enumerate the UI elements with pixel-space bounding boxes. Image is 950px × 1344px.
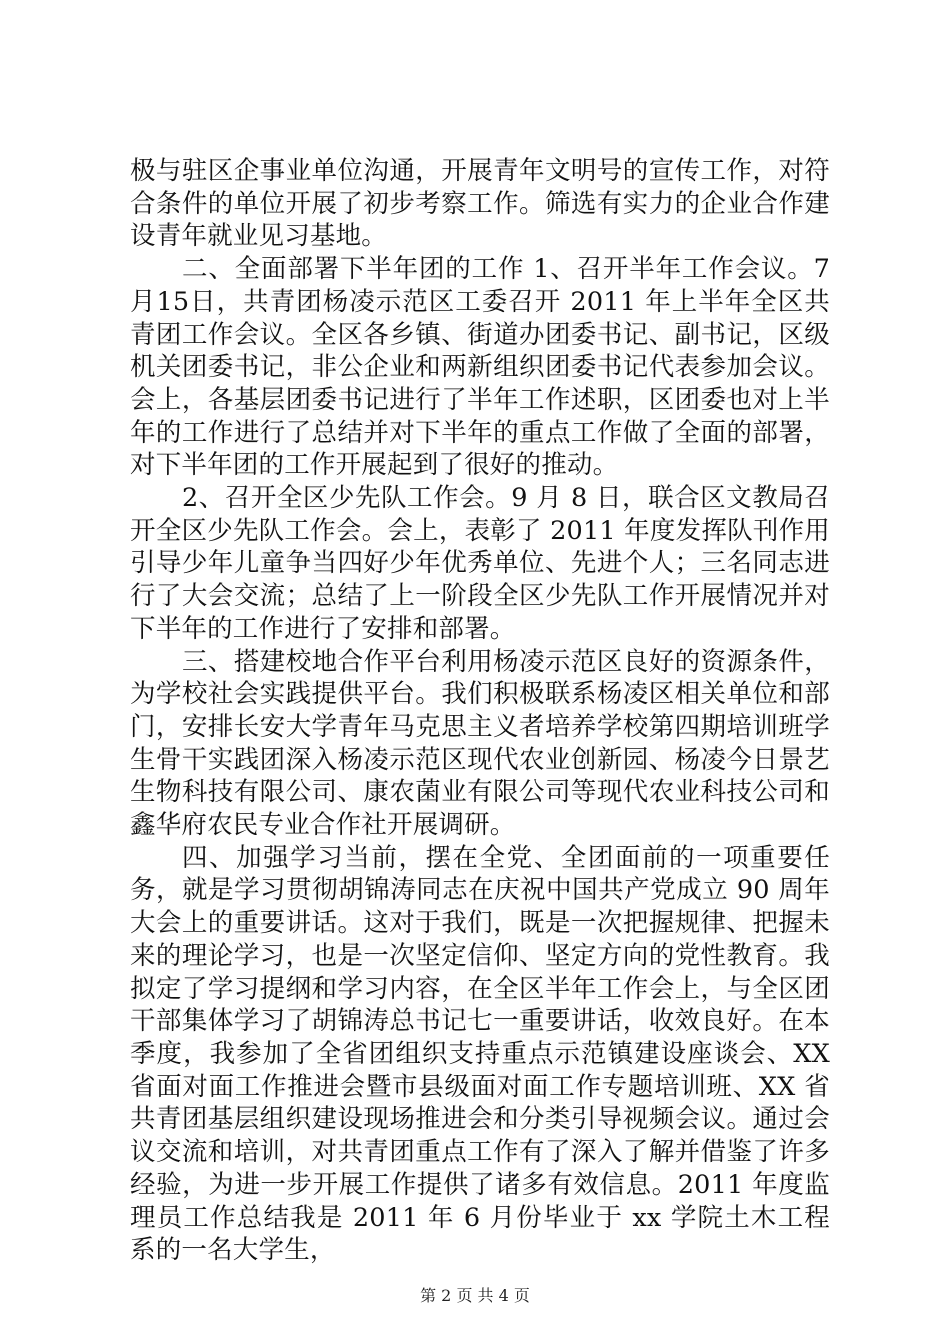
paragraph-continuation: 极与驻区企事业单位沟通，开展青年文明号的宣传工作，对符合条件的单位开展了初步考察工作。筛选有实力的企业合作建设青年就业见习基地。 [130,156,830,252]
document-body [130,155,830,1267]
paragraph-section-two: 二、全面部署下半年团的工作 1、召开半年工作会议。7月15日，共青团杨凌示范区工委召开 2011 年上半年全区共青团工作会议。全区各乡镇、街道办团委书记、副书记，区级机关团委书记，非公企业和两新组织团委书记代表参加会议。会上，各基层团委书记进行了半年工作述职，区团委也对上半年的工作进行了总结并对下半年的重点工作做了全面的部署，对下半年团的工作开展起到了很好的推动。 [130,254,830,481]
paragraph-section-four: 四、加强学习当前，摆在全党、全团面前的一项重要任务，就是学习贯彻胡锦涛同志在庆祝中国共产党成立 90 周年大会上的重要讲话。这对于我们，既是一次把握规律、把握未来的理论学习，也是一次坚定信仰、坚定方向的党性教育。我拟定了学习提纲和学习内容，在全区半年工作会上，与全区团干部集体学习了胡锦涛总书记七一重要讲话，收效良好。在本季度，我参加了全省团组织支持重点示范镇建设座谈会、XX 省面对面工作推进会暨市县级面对面工作专题培训班、XX 省共青团基层组织建设现场推进会和分类引导视频会议。通过会议交流和培训，对共青团重点工作有了深入了解并借鉴了许多经验，为进一步开展工作提供了诸多有效信息。2011 年度监理员工作总结我是 2011 年 6 月份毕业于 xx 学院土木工程系的一名大学生， [130,842,830,1266]
page-number-footer: 第 2 页 共 4 页 [420,1286,530,1305]
paragraph-section-three: 三、搭建校地合作平台利用杨凌示范区良好的资源条件，为学校社会实践提供平台。我们积极联系杨凌区相关单位和部门，安排长安大学青年马克思主义者培养学校第四期培训班学生骨干实践团深入杨凌示范区现代农业创新园、杨凌今日景艺生物科技有限公司、康农菌业有限公司等现代农业科技公司和鑫华府农民专业合作社开展调研。 [130,646,830,841]
paragraph-young-pioneers-meeting: 2、召开全区少先队工作会。9 月 8 日，联合区文教局召开全区少先队工作会。会上，表彰了 2011 年度发挥队刊作用引导少年儿童争当四好少年优秀单位、先进个人；三名同志进行了大会交流；总结了上一阶段全区少先队工作开展情况并对下半年的工作进行了安排和部署。 [130,483,830,644]
